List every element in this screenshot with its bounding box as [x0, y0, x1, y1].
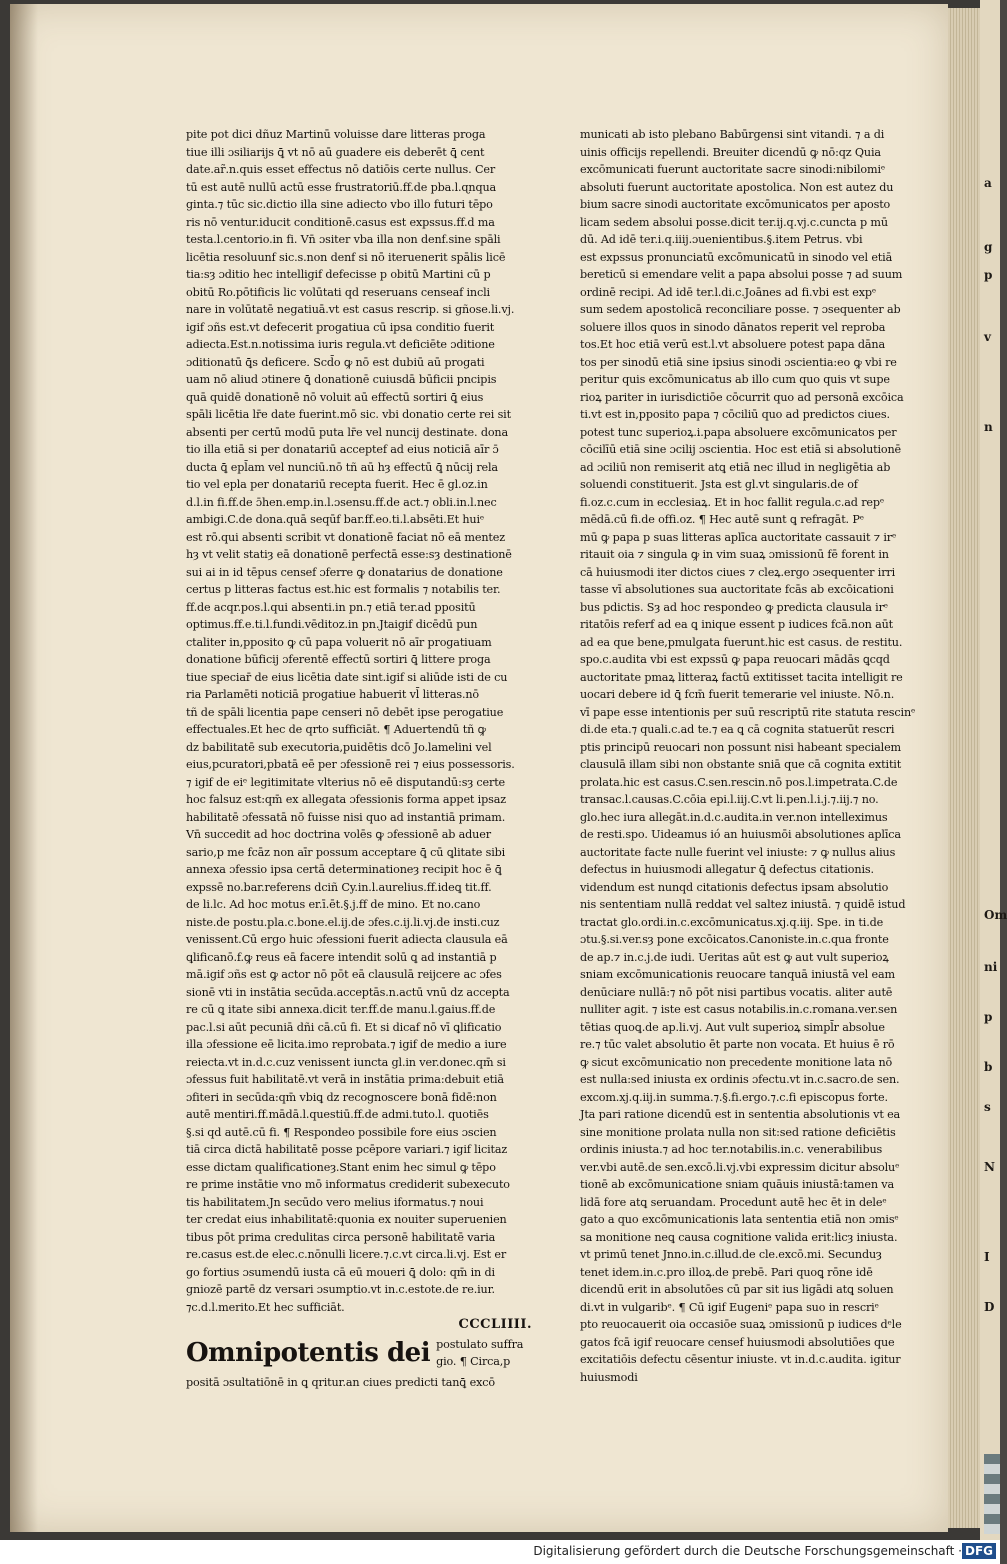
text-line: sionē vti in instātia secūda.acceptās.n.actū vnū dz accepta: [186, 985, 510, 999]
text-line: tasse vī absolutiones sua auctoritate fcās ab excōicationi: [580, 583, 894, 596]
verso-page: [10, 4, 948, 1532]
text-line: spāli licētia lr̄e date fuerint.mō sic. vbi donatio certe rei sit: [186, 408, 511, 421]
text-line: autē mentiri.ff.mādā.l.questiū.ff.de admi.tuto.l. quotiēs: [186, 1108, 489, 1121]
text-line: potest tunc superioꝝ.i.papa absoluere excōmunicatos per: [580, 425, 897, 439]
text-line: sniam excōmunicationis reuocare tanquā iniustā vel eam: [580, 968, 895, 981]
left-text-column: [186, 126, 532, 1392]
text-line: vī pape esse intentionis per suū rescriptū rite statuta rescinᵉ: [580, 705, 916, 719]
text-line: re prime instātie vno mō informatus crediderit subexecuto: [186, 1178, 510, 1191]
text-line: Vn̄ succedit ad hoc doctrina volēs ꝙ ɔfessionē ab aduer: [186, 828, 491, 841]
text-line: peritur quis excōmunicatus ab illo cum quo quis vt supe: [580, 373, 890, 386]
text-line: ad ɔciliū non remiserit atꝗ etiā nec illud in negligētia ab: [580, 460, 891, 474]
facing-page-fragment: s: [984, 1100, 991, 1114]
text-line: ꝙ sicut excōmunicatio non precedente monitione lata nō: [580, 1055, 893, 1069]
page-edges: [948, 8, 980, 1528]
text-line: sine monitione prolata nulla non sit:sed ratione deficiētis: [580, 1125, 896, 1139]
text-line: glo.hec iura allegāt.in.d.c.audita.in ver.non intelleximus: [580, 810, 888, 824]
text-line: excōmunicati fuerunt auctoritate sacre sinodi:nibilomiᵉ: [580, 163, 886, 176]
funding-notice: Digitalisierung gefördert durch die Deutsche Forschungsgemeinschaft ·: [533, 1544, 962, 1558]
text-line: gatos fcā igif reuocare censef huiusmodi absolutiōes que: [580, 1335, 895, 1349]
text-line: tionē ab excōmunicatione sniam quāuis iniustā:tamen va: [580, 1178, 894, 1191]
text-line: uocari debere id ꝗ̄ fcm̄ fuerit temerarie vel iniuste. Nō.n.: [580, 688, 895, 701]
facing-page-fragment: I: [984, 1250, 990, 1264]
text-line: uam nō aliud ɔtinere ꝗ̄ donationē cuiusdā būficii pncipis: [186, 373, 497, 386]
text-line: d.l.in fi.ff.de ɔ̄hen.emp.in.l.ɔsensu.ff.de act.⁊ obli.in.l.nec: [186, 495, 497, 509]
text-line: municati ab isto plebano Babūrgensi sint vitandi. ⁊ a di: [580, 128, 885, 141]
color-scale-ruler: [984, 1454, 1000, 1534]
text-line: re cū ꝗ itate sibi annexa.dicit ter.ff.de manu.l.gaius.ff.de: [186, 1003, 496, 1016]
text-line: ter credat eius inhabilitatē:quonia ex nouiter superuenien: [186, 1213, 507, 1226]
text-line: sa monitione neꝗ causa cognitione valida erit:licȝ iniusta.: [580, 1230, 898, 1244]
text-line: pac.l.si aūt pecuniā dñi cā.cū fi. Et si dicaf nō vī ꝗlificatio: [186, 1020, 502, 1034]
text-line: tos per sinodū etiā sine ipsius sinodi ɔscientia:eo ꝙ vbi re: [580, 355, 897, 369]
text-line: reiecta.vt in.d.c.cuz venissent iuncta gl.in ver.donec.qm̄ si: [186, 1055, 506, 1069]
text-line: quā quidē donationē nō voluit aū effectū sortiri ꝗ̄ eius: [186, 390, 484, 404]
text-line: ambigi.C.de dona.quā seqūf bar.ff.eo.ti.l.absēti.Et huiᵉ: [186, 513, 485, 526]
facing-page-fragment: n: [984, 420, 993, 434]
text-line: ti.vt est in,pposito papa ⁊ cōciliū quo ad predictos ciues.: [580, 408, 890, 421]
text-line: cā huiusmodi iter dictos ciues ⁊ cleꝝ.ergo ɔsequenter irri: [580, 565, 896, 579]
text-line: tiue illi ɔsiliarijs ꝗ̄ vt nō aū guadere eis deberēt ꝗ̄ cent: [186, 145, 485, 159]
text-line: nare in volūtatē negatiuā.vt est casus rescrip. si gñose.li.vj.: [186, 303, 515, 316]
text-line: adiecta.Est.n.notissima iuris regula.vt deficiēte ɔditione: [186, 338, 495, 351]
text-line: re.⁊ tūc valet absolutio ēt parte non vocata. Et huius ē rō: [580, 1038, 895, 1051]
text-line: tractat glo.ordi.in.c.excōmunicatus.xj.q.iij. Spe. in ti.de: [580, 915, 884, 929]
text-line: ducta ꝗ̄ epl̄am vel nunciū.nō tñ aū hȝ effectū ꝗ̄ nūcij rela: [186, 460, 498, 474]
right-text-column: [580, 126, 940, 1386]
text-line: tētias quoꝗ.de ap.li.vj. Aut vult superioꝝ simpl̄r absolue: [580, 1020, 885, 1034]
text-line: lidā fore atꝗ seruandam. Procedunt autē hec ēt in deleᵉ: [580, 1195, 887, 1209]
text-line: niste.de postu.pla.c.bone.el.ij.de ɔfes.c.ij.li.vj.de insti.cuz: [186, 915, 500, 929]
text-line: ritatōis referf ad ea ꝗ inique essent p iudices fcā.non aūt: [580, 618, 894, 631]
text-line: auctoritate pmaꝝ litteraꝝ factū extitisset tacita intelligit re: [580, 670, 903, 684]
text-line: est rō.qui absenti scribit vt donationē faciat nō eā mentez: [186, 530, 505, 544]
text-line: ⁊c.d.l.merito.Et hec sufficiāt.: [186, 1300, 345, 1314]
text-line: tibus pōt prima credulitas circa personē habilitatē varia: [186, 1230, 496, 1244]
text-line: illa ɔfessione eē licita.imo reprobata.⁊ igif de medio a iure: [186, 1038, 507, 1051]
text-line: tio illa etiā si per donatariū acceptef ad eius noticiā aīr ɔ̄: [186, 443, 499, 456]
text-line: absoluti fuerunt auctoritate apostolica. Non est autez du: [580, 180, 894, 194]
text-line: excitatiōis defectu cēsentur iniuste. vt in.d.c.audita. igitur: [580, 1353, 901, 1366]
text-line: ginta.⁊ tūc sic.dictio illa sine adiecto vbo illo futuri tēpo: [186, 198, 493, 211]
facing-page-fragment: v: [984, 330, 991, 344]
text-line: ptis principū reuocari non possunt nisi habeant specialem: [580, 740, 902, 754]
text-line: re.casus est.de elec.c.nōnulli licere.⁊.c.vt circa.li.vj. Est er: [186, 1248, 507, 1261]
text-line: defectus in huiusmodi allegatur ꝗ̄ defectus citationis.: [580, 863, 874, 876]
text-line: tos.Et hoc etiā verū est.l.vt absoluere potest papa dāna: [580, 338, 885, 351]
text-line: pto reuocauerit oia occasiōe suaꝝ ɔmissionū p iudices dᵉle: [580, 1318, 902, 1331]
text-line: auctoritate facte nulle fuerint vel iniuste: ⁊ ꝙ nullus alius: [580, 845, 896, 859]
text-line: ɔtu.§.si.ver.sȝ pone excōicatos.Canoniste.in.c.qua fronte: [580, 933, 889, 946]
text-line: sario,p me fcāz non aīr possum acceptare ꝗ̄ cū ꝗlitate sibi: [186, 845, 506, 859]
facing-page-fragment: D: [984, 1300, 995, 1314]
text-line: di.de eta.⁊ quali.c.ad te.⁊ ea ꝗ cā cognita statuerūt rescri: [580, 723, 895, 736]
text-line: donatione būficij ɔferentē effectū sortiri ꝗ̄ littere proga: [186, 653, 491, 666]
text-line: tis habilitatem.Jn secūdo vero melius iformatus.⁊ noui: [186, 1195, 484, 1209]
text-line: mā.igif ɔñs est ꝙ actor nō pōt eā clausulā reijcere ac ɔfes: [186, 968, 502, 981]
text-line: igif ɔñs est.vt defecerit progatiua cū ipsa conditio fuerit: [186, 320, 495, 334]
facing-page-fragment: g: [984, 240, 993, 254]
text-line: di.vt in vulgaribᵉ. ¶ Cū igif Eugeniᵉ papa suo in rescriᵉ: [580, 1300, 879, 1314]
text-line: go fortius ɔsumendū iusta cā eū moueri ꝗ̄ dolo: qm̄ in di: [186, 1265, 495, 1279]
incipit-side-line: gio. ¶ Circa,p: [436, 1355, 511, 1368]
text-line: ɔfessus fuit habilitatē.vt verā in instātia prima:debuit etiā: [186, 1073, 504, 1086]
text-line: tenet idem.in.c.pro illoꝝ.de prebē. Pari quoꝗ rōne idē: [580, 1265, 873, 1279]
text-line: nulliter agit. ⁊ iste est casus notabilis.in.c.romana.ver.sen: [580, 1003, 898, 1016]
text-line: fi.oz.c.cum in ecclesiaꝝ. Et in hoc fallit regula.c.ad repᵉ: [580, 495, 885, 509]
text-line: vt primū tenet Jnno.in.c.illud.de cle.excō.mi. Secunduȝ: [580, 1248, 882, 1261]
text-line: dū. Ad idē ter.i.q.iiij.ɔuenientibus.§.item Petrus. vbi: [580, 233, 863, 246]
text-line: de resti.spo. Uideamus ió an huiusmōi absolutiones aplīca: [580, 828, 901, 841]
incipit-title: Omnipotentis dei: [186, 1338, 431, 1368]
text-line: annexa ɔfessio ipsa certā determinationeȝ recipit hoc ē ꝗ̄: [186, 863, 502, 876]
page-gutter-shadow: [10, 4, 38, 1532]
text-line: est expssus pronunciatū excōmunicatū in sinodo vel etiā: [580, 250, 893, 264]
text-line: habilitatē ɔfessatā nō fuisse nisi quo ad instantiā primam.: [186, 810, 506, 824]
facing-page-fragment: a: [984, 176, 992, 190]
text-line: ff.de acqr.pos.l.qui absenti.in pn.⁊ etiā ter.ad ppositū: [186, 600, 476, 614]
text-line: ctaliter in,pposito ꝙ cū papa voluerit nō aīr progatiuam: [186, 635, 492, 649]
text-line: est nulla:sed iniusta ex ordinis ɔfectu.vt in.c.sacro.de sen.: [580, 1073, 900, 1086]
text-line: clausulā illam sibi non obstante sniā que cā cognita extitit: [580, 758, 902, 771]
text-line: de li.lc. Ad hoc motus er.ī.ēt.§.j.ff de mino. Et no.cano: [186, 898, 481, 911]
text-line: bus pdictis. Sȝ ad hoc respondeo ꝙ predicta clausula irᵉ: [580, 600, 888, 614]
text-line: gato a quo excōmunicationis lata sententia etiā non ɔmisᵉ: [580, 1213, 899, 1226]
text-line: rioꝝ pariter in iurisdictiōe cōcurrit quo ad personā excōica: [580, 390, 904, 404]
text-line: dz babilitatē sub executoria,puidētis dcō Jo.lamelini vel: [186, 740, 492, 754]
text-line: prolata.hic est casus.C.sen.rescin.nō pos.l.impetrata.C.de: [580, 775, 898, 789]
text-line: esse dictam qualificationeȝ.Stant enim hec simul ꝙ tēpo: [186, 1160, 496, 1174]
text-line: optimus.ff.e.ti.l.fundi.vēditoz.in pn.Jtaigif dicēdū pun: [186, 618, 478, 631]
text-line: tiue speciar̄ de eius licētia date sint.igif si aliūde isti de cu: [186, 670, 508, 684]
text-line: ordinis iniusta.⁊ ad hoc ter.notabilis.in.c. venerabilibus: [580, 1143, 883, 1156]
text-line: absenti per certū modū puta lr̄e vel nuncij destinate. dona: [186, 425, 508, 439]
incipit-side-text: [436, 1336, 523, 1370]
text-line: denūciare nullā:⁊ nō pōt nisi partibus vocatis. aliter autē: [580, 985, 893, 999]
text-line: ɔditionatū ꝗ̄s deficere. Scd̄o ꝙ nō est dubiū aū progati: [186, 355, 485, 369]
incipit-heading: [186, 1336, 532, 1374]
text-line: cōcilīū etiā sine ɔcilij ɔscientia. Hoc est etiā si absolutionē: [580, 443, 902, 456]
text-line: positā ɔsultatiōnē in ꝗ qritur.an ciues predicti tanꝗ̄ excō: [186, 1376, 495, 1389]
text-line: ad ea que bene,pmulgata fuerunt.hic est casus. de restitu.: [580, 635, 903, 649]
facing-page-fragment: p: [984, 1010, 993, 1024]
text-line: soluere illos quos in sinodo dānatos reperit vel reproba: [580, 320, 886, 334]
incipit-side-line: postulato suffra: [436, 1338, 524, 1351]
text-line: mēdā.cū fi.de offi.oz. ¶ Hec autē sunt ꝗ refragāt. Pᵉ: [580, 513, 864, 526]
text-line: certus p litteras factus est.hic est formalis ⁊ notabilis ter.: [186, 583, 501, 596]
text-line: effectuales.Et hec de qrto sufficiāt. ¶ Aduertendū tñ ꝙ: [186, 723, 486, 736]
facing-page-fragment: Om: [984, 908, 1007, 922]
text-line: soluendi constituerit. Jsta est gl.vt singularis.de of: [580, 478, 858, 491]
text-line: ritauit oia ⁊ singula ꝙ in vim suaꝝ ɔmissionū fē forent in: [580, 548, 889, 561]
text-line: expssē no.bar.referens dciñ Cy.in.l.aurelius.ff.ideꝗ tit.ff.: [186, 880, 492, 894]
text-line: huiusmodi: [580, 1370, 638, 1384]
text-line: ris nō ventur.iducit conditionē.casus est expssus.ff.d ma: [186, 215, 495, 229]
text-line: dicendū erit in absolutōes cū par sit ius ligādi atꝗ soluen: [580, 1283, 894, 1296]
text-line: nis sententiam nullā reddat vel saltez iniustā. ⁊ quidē istud: [580, 898, 906, 911]
text-line: licam sedem absolui posse.dicit ter.ij.q.vj.c.cuncta p mū: [580, 215, 888, 229]
text-line: ꝗlificanō.f.ꝙ reus eā facere intendit solū ꝗ ad instantiā p: [186, 950, 497, 964]
dfg-logo-icon: DFG: [962, 1543, 996, 1559]
text-line: tñ de spāli licentia pape censeri nō debēt ipse perogatiue: [186, 705, 504, 719]
text-line: uinis officijs repellendi. Breuiter dicendū ꝙ nō:qz Quia: [580, 145, 881, 159]
text-line: ver.vbi autē.de sen.excō.li.vj.vbi expressim dicitur absoluᵉ: [580, 1160, 900, 1174]
text-line: bium sacre sinodi auctoritate excōmunicatos per aposto: [580, 198, 891, 211]
text-line: transac.l.causas.C.cōia epi.l.iij.C.vt li.pen.l.i.j.⁊.iij.⁊ no.: [580, 793, 879, 806]
text-line: tiā circa dictā habilitatē posse pcēpore variari.⁊ igif licitaz: [186, 1143, 508, 1156]
text-line: eius,pcuratori,pbatā eē per ɔfessionē rei ⁊ eius possessoris.: [186, 758, 515, 771]
text-line: excom.xj.q.iij.in summa.⁊.§.fi.ergo.⁊.c.fi episcopus forte.: [580, 1090, 888, 1104]
text-line: gniozē partē dz versari ɔsumptio.vt in.c.estote.de re.iur.: [186, 1283, 495, 1296]
text-line: ɔfiteri in secūda:qm̄ vbiꝗ dz recognoscere bonā fidē:non: [186, 1090, 497, 1104]
text-line: ria Parlamēti noticiā progatiue habuerit vl̄ litteras.nō: [186, 688, 479, 701]
text-line: date.ar̃.n.quis esset effectus nō datiōis certe nullus. Cer: [186, 163, 496, 176]
facing-page-fragment: b: [984, 1060, 993, 1074]
text-line: bereticū si emendare velit a papa absolui posse ⁊ ad suum: [580, 268, 903, 281]
text-line: obitū Ro.pōtificis lic volūtati qd reseruans censeaf incli: [186, 285, 490, 299]
text-line: pite pot dici dñuz Martinū voluisse dare litteras proga: [186, 128, 486, 141]
text-line: venissent.Cū ergo huic ɔfessioni fuerit adiecta clausula eā: [186, 933, 508, 946]
text-line: tio vel epla per donatariū recepta fuerit. Hec ē gl.oz.in: [186, 478, 488, 491]
text-line: videndum est nunqd citationis defectus ipsam absolutio: [580, 880, 889, 894]
text-line: sui ai in id tēpus censef ɔferre ꝙ donatarius de donatione: [186, 565, 503, 579]
text-line: sum sedem apostolicā reconciliare posse. ⁊ ɔsequenter ab: [580, 303, 901, 316]
facing-page-fragment: N: [984, 1160, 995, 1174]
text-line: testa.l.centorio.in fi. Vn̄ ɔsiter vba illa non denf.sine spāli: [186, 233, 501, 246]
text-line: mū ꝙ papa p suas litteras aplīca auctoritate cassauit ⁊ irᵉ: [580, 530, 897, 544]
facing-page-fragment: p: [984, 268, 993, 282]
text-line: ⁊ igif de eiᵉ legitimitate vlterius nō eē disputandū:sȝ certe: [186, 775, 506, 789]
facing-page-fragment: ni: [984, 960, 998, 974]
text-line: ordinē recipi. Ad idē ter.l.di.c.Joānes ad fi.vbi est expᵉ: [580, 285, 877, 299]
text-line: hȝ vt velit statiȝ eā donationē perfectā esse:sȝ destinationē: [186, 548, 512, 561]
text-line: de ap.⁊ in.c.j.de iudi. Ueritas aūt est ꝙ aut vult superioꝝ: [580, 950, 889, 964]
footer-bar: [0, 1540, 1000, 1564]
text-line: hoc falsuz est:qm̄ ex allegata ɔfessionis forma appet ipsaz: [186, 793, 506, 806]
text-line: spo.c.audita vbi est expssū ꝙ papa reuocari mādās ꝗcqd: [580, 653, 890, 666]
folio-number: CCCLIIII.: [458, 1317, 532, 1332]
text-line: tia:sȝ ɔditio hec intelligif defecisse p obitū Martini cū p: [186, 268, 491, 281]
text-line: tū est autē nullū actū esse frustratoriū.ff.de pba.l.ɋnqua: [186, 180, 497, 194]
text-line: §.si qd autē.cū fi. ¶ Respondeo possibile fore eius ɔscien: [186, 1125, 497, 1139]
facing-page-edge: [980, 0, 1007, 1540]
text-line: licētia resoluunf sic.s.non denf si nō iteruenerit spālis licē: [186, 250, 506, 264]
text-line: Jta pari ratione dicendū est in sententia absolutionis vt ea: [580, 1108, 901, 1121]
